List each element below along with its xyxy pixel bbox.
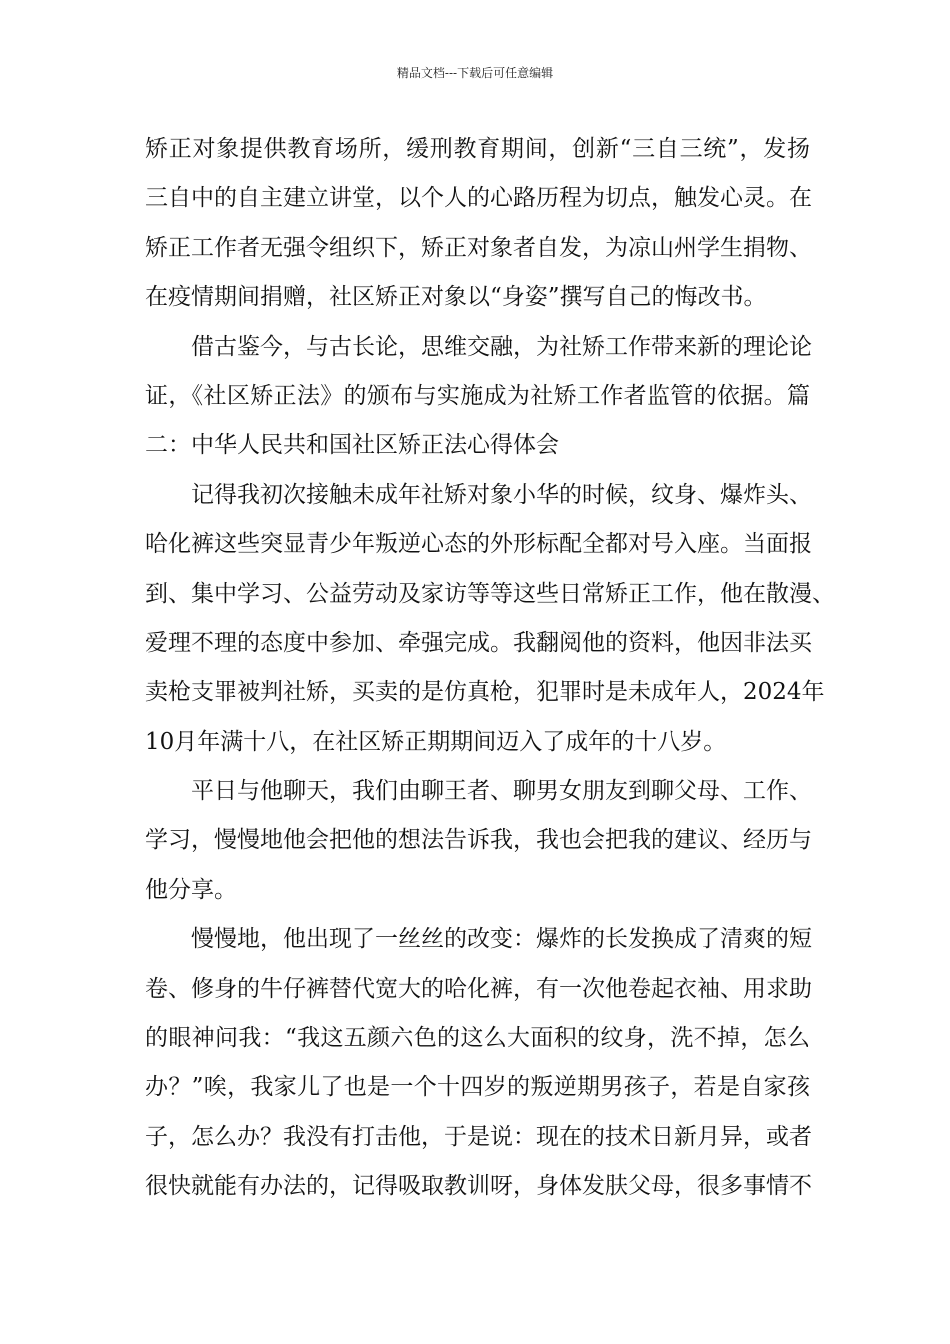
text-line: 三自中的自主建立讲堂，以个人的心路历程为切点，触发心灵。在 — [145, 185, 812, 212]
document-body — [145, 125, 835, 1212]
text-line: 爱理不理的态度中参加、牵强完成。我翻阅他的资料，他因非法买 — [145, 629, 812, 656]
text-line: 证，《社区矫正法》的颁布与实施成为社矫工作者监管的依据。篇 — [145, 382, 810, 409]
text-line: 的眼神问我：“我这五颜六色的这么大面积的纹身，洗不掉，怎么 — [145, 1025, 810, 1052]
text-line: 子，怎么办？我没有打击他，于是说：现在的技术日新月异，或者 — [145, 1123, 812, 1150]
text-line: 在疫情期间捐赠，社区矫正对象以“身姿”撰写自己的悔改书。 — [145, 284, 767, 311]
text-line: 矫正对象提供教育场所，缓刑教育期间，创新“三自三统”，发扬 — [145, 136, 810, 162]
text-line: 他分享。 — [145, 876, 237, 903]
text-line: 记得我初次接触未成年社矫对象小华的时候，纹身、爆炸头、 — [191, 481, 812, 508]
text-line: 哈化裤这些突显青少年叛逆心态的外形标配全都对号入座。当面报 — [145, 531, 812, 558]
text-line: 卖枪支罪被判社矫，买卖的是仿真枪，犯罪时是未成年人，2024年 — [145, 679, 825, 706]
text-line: 慢慢地，他出现了一丝丝的改变：爆炸的长发换成了清爽的短 — [191, 926, 812, 953]
text-line: 办？”唉，我家儿了也是一个十四岁的叛逆期男孩子，若是自家孩 — [145, 1074, 810, 1101]
text-line: 卷、修身的牛仔裤替代宽大的哈化裤，有一次他卷起衣袖、用求助 — [145, 975, 812, 1002]
text-line: 矫正工作者无强令组织下，矫正对象者自发，为凉山州学生捐物、 — [145, 234, 812, 261]
text-line: 平日与他聊天，我们由聊王者、聊男女朋友到聊父母、工作、 — [191, 778, 812, 805]
text-line: 很快就能有办法的，记得吸取教训呀，身体发肤父母，很多事情不 — [145, 1173, 812, 1200]
text-line: 学习，慢慢地他会把他的想法告诉我，我也会把我的建议、经历与 — [145, 827, 812, 854]
text-line: 借古鉴今，与古长论，思维交融，为社矫工作带来新的理论论 — [191, 333, 812, 360]
text-line: 到、集中学习、公益劳动及家访等等这些日常矫正工作，他在散漫、 — [145, 580, 835, 607]
text-line: 10月年满十八，在社区矫正期期间迈入了成年的十八岁。 — [145, 728, 727, 755]
page-header: 精品文档---下载后可任意编辑 — [396, 66, 554, 80]
section-heading: 二：中华人民共和国社区矫正法心得体会 — [145, 432, 559, 459]
